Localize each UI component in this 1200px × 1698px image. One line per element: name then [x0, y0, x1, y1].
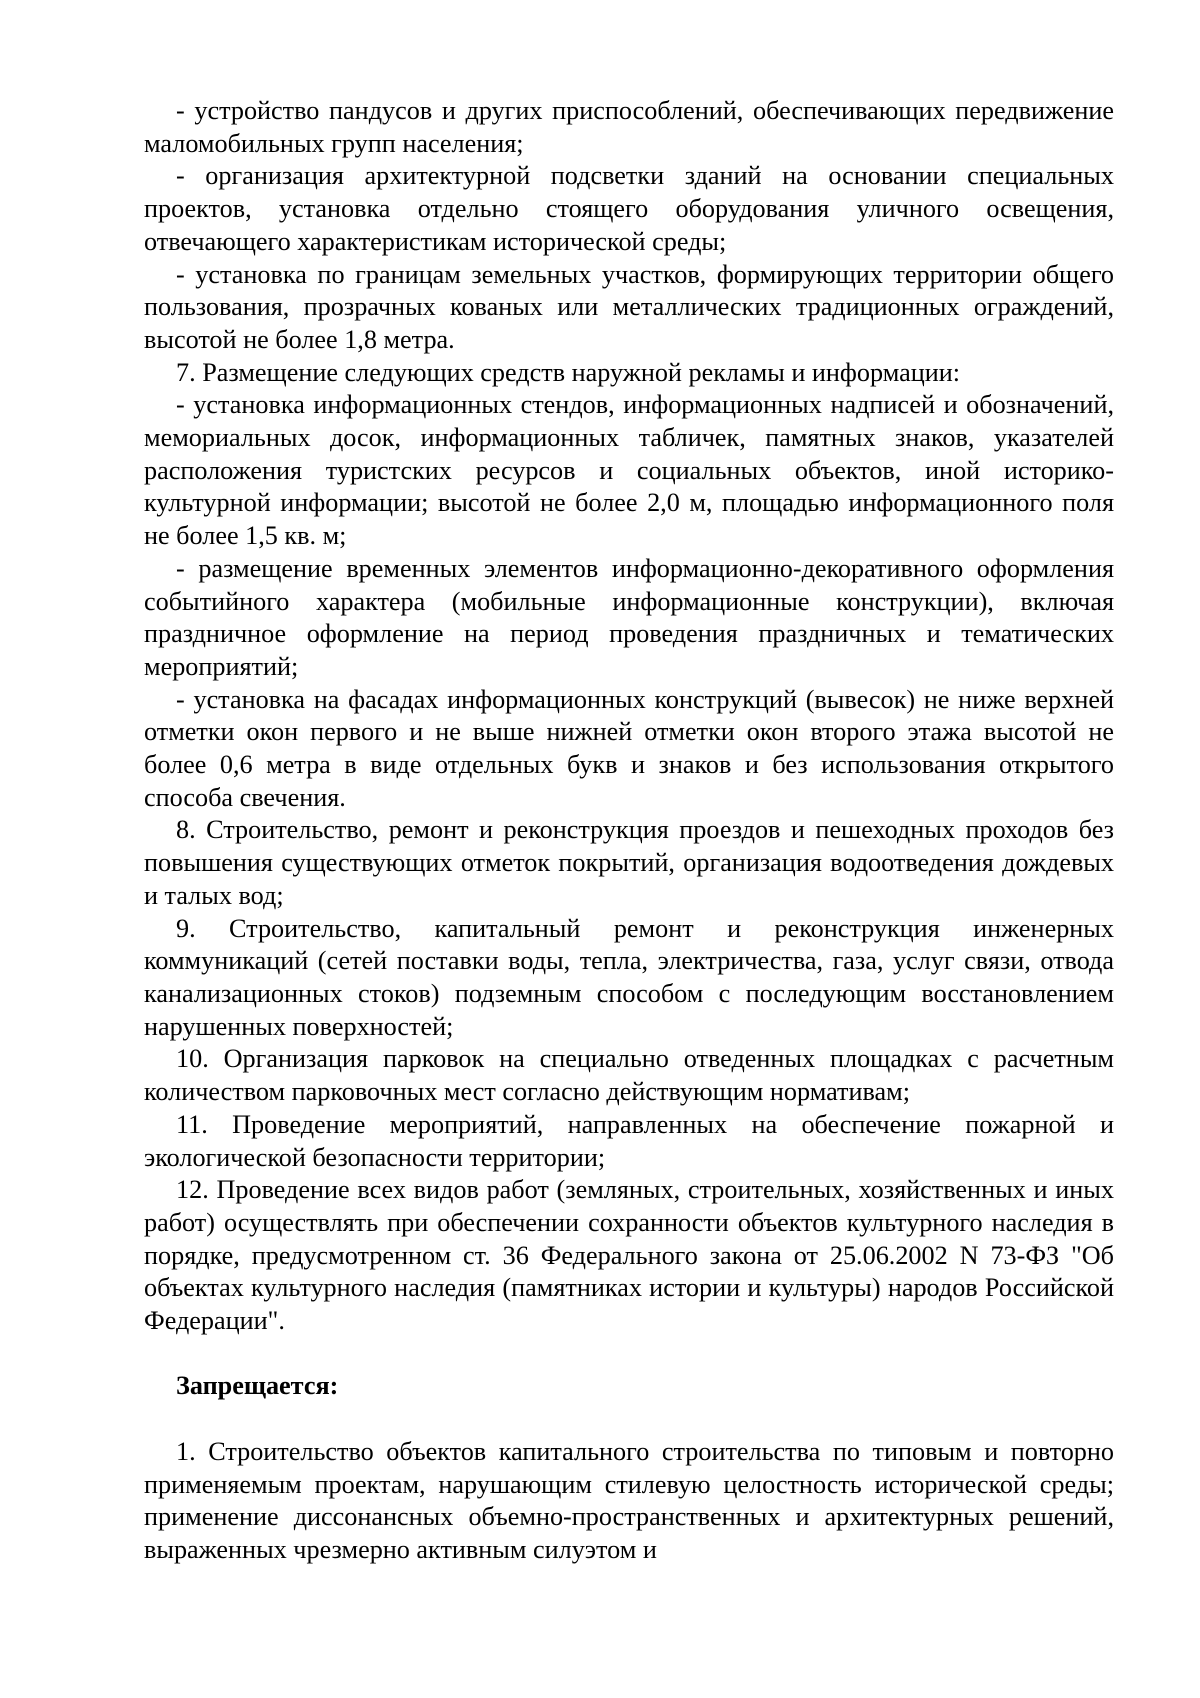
paragraph-item-12: 12. Проведение всех видов работ (земляных, строительных, хозяйственных и иных работ) осуществлять при обеспечении сохранности объектов культурного наследия в порядке, предусмотренном ст. 36 Федерального закона от 25.06.2002 N 73-ФЗ "Об объектах культурного наследия (памятниках истории и культуры) народов Российской Федерации".: [144, 1175, 1114, 1336]
paragraph-fences: - установка по границам земельных участков, формирующих территории общего пользования, прозрачных кованых или металлических традиционных ограждений, высотой не более 1,8 метра.: [144, 259, 1114, 354]
paragraph-item-9: 9. Строительство, капитальный ремонт и реконструкция инженерных коммуникаций (сетей поставки воды, тепла, электричества, газа, услуг связи, отвода канализационных стоков) подземным способом с последующим восстановлением нарушенных поверхностей;: [144, 913, 1114, 1041]
paragraph-signboards: - установка на фасадах информационных конструкций (вывесок) не ниже верхней отметки окон первого и не выше нижней отметки окон второго этажа высотой не более 0,6 метра в виде отдельных букв и знаков и без использования открытого способа свечения.: [144, 684, 1114, 812]
paragraph-item-11: 11. Проведение мероприятий, направленных на обеспечение пожарной и экологической безопасности территории;: [144, 1109, 1114, 1172]
paragraph-item-8: 8. Строительство, ремонт и реконструкция проездов и пешеходных проходов без повышения существующих отметок покрытий, организация водоотведения дождевых и талых вод;: [144, 815, 1114, 910]
paragraph-item-7: 7. Размещение следующих средств наружной рекламы и информации:: [176, 357, 961, 387]
spacer: [144, 1403, 1114, 1436]
document-page: [144, 95, 1114, 1567]
paragraph-ramps: - устройство пандусов и других приспособлений, обеспечивающих передвижение маломобильных групп населения;: [144, 96, 1114, 158]
spacer: [144, 1338, 1114, 1371]
paragraph-item-10: 10. Организация парковок на специально отведенных площадках с расчетным количеством парковочных мест согласно действующим нормативам;: [144, 1044, 1114, 1107]
paragraph-temporary-decor: - размещение временных элементов информационно-декоративного оформления событийного характера (мобильные информационные конструкции), включая праздничное оформление на период проведения праздничных и тематических мероприятий;: [144, 553, 1114, 681]
paragraph-prohibited-1: 1. Строительство объектов капитального строительства по типовым и повторно применяемым проектам, нарушающим стилевую целостность исторической среды; применение диссонансных объемно-пространственных и архитектурных решений, выраженных чрезмерно активным силуэтом и: [144, 1436, 1114, 1564]
paragraph-lighting: - организация архитектурной подсветки зданий на основании специальных проектов, установка отдельно стоящего оборудования уличного освещения, отвечающего характеристикам исторической среды;: [144, 161, 1114, 256]
paragraph-info-stands: - установка информационных стендов, информационных надписей и обозначений, мемориальных досок, информационных табличек, памятных знаков, указателей расположения туристских ресурсов и социальных объектов, иной историко-культурной информации; высотой не более 2,0 м, площадью информационного поля не более 1,5 кв. м;: [144, 390, 1114, 551]
section-heading: Запрещается:: [176, 1371, 339, 1401]
